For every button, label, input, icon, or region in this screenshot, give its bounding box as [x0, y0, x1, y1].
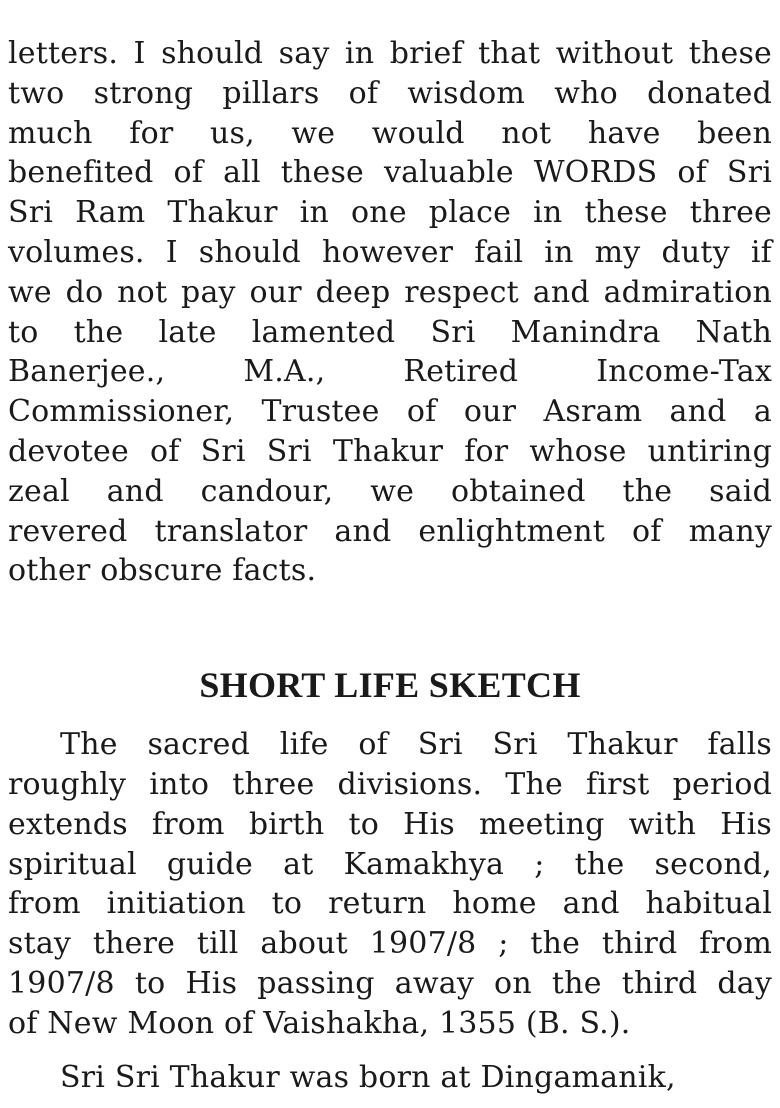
- text-line: zeal and candour, we obtained the said: [8, 473, 772, 509]
- text-line: to the late lamented Sri Manindra Nath: [8, 314, 772, 350]
- text-line: The sacred life of Sri Sri Thakur falls: [60, 727, 772, 763]
- text-line: revered translator and enlightment of many: [8, 513, 772, 549]
- text-line: stay there till about 1907/8 ; the third from: [8, 926, 772, 962]
- text-line: much for us, we would not have been: [8, 115, 772, 151]
- text-line: extends from birth to His meeting with His: [8, 806, 772, 842]
- text-line: roughly into three divisions. The first period: [8, 766, 772, 802]
- text-line: Commissioner, Trustee of our Asram and a: [8, 394, 772, 430]
- text-line: benefited of all these valuable WORDS of Sri: [8, 155, 772, 191]
- text-line: volumes. I should however fail in my duty if: [8, 234, 772, 270]
- text-line: Sri Ram Thakur in one place in these three: [8, 195, 772, 231]
- intro-paragraph: [8, 34, 772, 591]
- life-paragraph: [8, 725, 772, 1043]
- text-line: of New Moon of Vaishakha, 1355 (B. S.).: [8, 1005, 631, 1041]
- birth-paragraph: [8, 1058, 772, 1098]
- text-line: Sri Sri Thakur was born at Dingamanik,: [60, 1059, 676, 1095]
- text-line: from initiation to return home and habitual: [8, 886, 772, 922]
- text-line: Banerjee., M.A., Retired Income-Tax: [8, 354, 772, 390]
- text-line: other obscure facts.: [8, 553, 317, 589]
- text-line: two strong pillars of wisdom who donated: [8, 75, 772, 111]
- section-heading: SHORT LIFE SKETCH: [199, 665, 581, 706]
- paragraph-spacer: [8, 1044, 772, 1058]
- text-line: spiritual guide at Kamakhya ; the second,: [8, 846, 772, 882]
- text-line: 1907/8 to His passing away on the third day: [8, 965, 772, 1001]
- text-line: we do not pay our deep respect and admiration: [8, 274, 772, 310]
- document-page: [8, 34, 772, 1097]
- text-line: devotee of Sri Sri Thakur for whose untiring: [8, 433, 772, 469]
- text-line: letters. I should say in brief that without these: [8, 36, 772, 71]
